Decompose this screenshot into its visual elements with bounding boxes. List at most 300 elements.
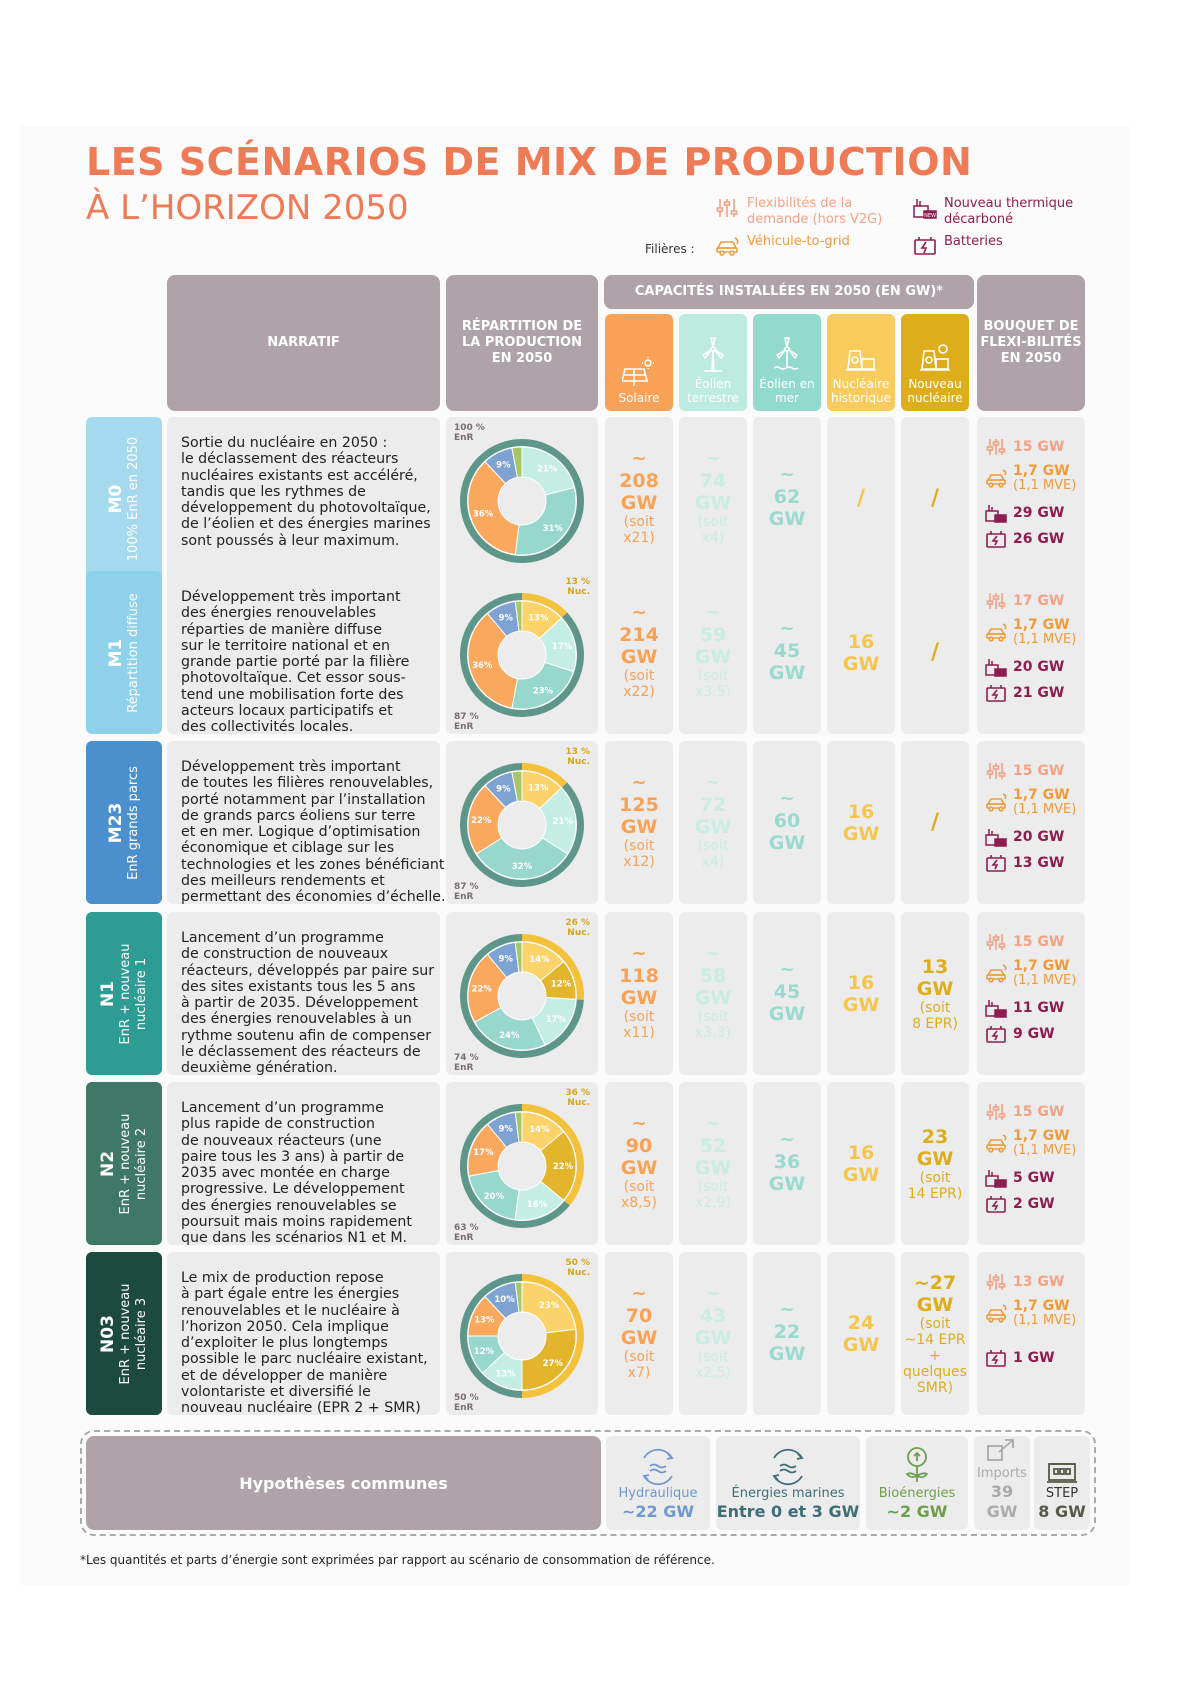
capacity-approx: ~ (705, 447, 721, 469)
flex-value-sub: (1,1 MVE) (1013, 478, 1077, 493)
capacity-approx: ~ (705, 771, 721, 793)
flexibility-bouquet-m1 (977, 571, 1085, 734)
scenario-narrative-m1: Développement très important des énergies renouvelables réparties de manière diffuse sur le territoire national et en grande partie porté par la filière photovoltaïque. Cet essor sous- tend une mobilisation forte des acteurs locaux participatifs et des collectivités locales. (167, 571, 440, 734)
flex-value (1013, 1104, 1064, 1120)
capacity-unit: GW (620, 491, 658, 514)
capacity-nucleaire-hist-n2 (827, 1082, 895, 1245)
flexibility-bouquet-n03 (977, 1252, 1085, 1415)
scenario-code: M1 (106, 638, 126, 667)
flex-value-main: 26 GW (1013, 531, 1065, 547)
capacity-value: 45 (773, 639, 801, 662)
capacity-ratio: (soit x3,5) (694, 667, 731, 700)
capacity-value: 24 (847, 1311, 875, 1334)
capacity-value: 36 (773, 1150, 801, 1173)
capacity-eolien-terrestre-n2 (679, 1082, 747, 1245)
capacity-nucleaire-hist-n03 (827, 1252, 895, 1415)
capacity-eolien-terrestre-m1 (679, 571, 747, 734)
capacity-ratio: (soit x8,5) (620, 1178, 657, 1211)
flex-value-main: 13 GW (1013, 1274, 1065, 1290)
capacity-unit: GW (694, 645, 732, 668)
scenario-name: 100% EnR en 2050 (126, 436, 141, 561)
capacity-solaire-m0 (605, 417, 673, 580)
capacity-ratio: (soit x3,3) (694, 1008, 731, 1041)
capacity-approx: ~ (705, 1282, 721, 1304)
scenario-name: EnR + nouveau nucléaire 1 (118, 943, 149, 1044)
scenario-code: M23 (106, 802, 126, 843)
capacity-nucleaire-hist-m0 (827, 417, 895, 580)
capacity-value: 118 (619, 964, 659, 987)
battery-icon (985, 1194, 1007, 1214)
wind-turbine-icon (696, 337, 730, 373)
scenario-code: N03 (98, 1314, 118, 1353)
solar-panel-icon (622, 357, 656, 387)
capacity-unit: GW (768, 1172, 806, 1195)
donut-slice-label: 9% (498, 954, 513, 965)
capacity-value: 62 (773, 485, 801, 508)
nuclear-share-label: 13 % Nuc. (565, 577, 590, 597)
scenario-label-n03 (86, 1252, 162, 1415)
flex-demande (985, 761, 1064, 781)
capacity-approx: ~ (779, 1128, 795, 1150)
legend-flexibility-text: Flexibilités de la demande (hors V2G) (747, 196, 883, 227)
capacity-eolien-terrestre-m0 (679, 417, 747, 580)
capacity-approx: ~ (631, 447, 647, 469)
donut-slice-label: 23% (532, 686, 554, 697)
capacity-value: 70 (625, 1304, 653, 1327)
header-repartition: RÉPARTITION DE LA PRODUCTION EN 2050 (446, 275, 598, 411)
column-header-solaire (605, 314, 673, 411)
flex-v2g (985, 617, 1076, 646)
footnote: *Les quantités et parts d’énergie sont exprimées par rapport au scénario de consommation de référence. (80, 1553, 715, 1567)
capacity-approx: ~ (705, 1112, 721, 1134)
capacity-unit: GW (694, 1156, 732, 1179)
svg-text:NEW: NEW (924, 213, 936, 219)
capacity-unit: GW (694, 986, 732, 1009)
capacity-value: 72 (699, 793, 727, 816)
flex-value (1013, 463, 1076, 492)
capacity-none: / (930, 486, 940, 511)
capacity-eolien-mer-n1 (753, 912, 821, 1075)
donut-slice-label: 22% (471, 984, 492, 995)
donut-slice-label: 9% (498, 1124, 513, 1135)
capacity-approx: ~27 (913, 1271, 957, 1294)
donut-slice-label: 22% (552, 1161, 574, 1172)
flexibility-bouquet-n1 (977, 912, 1085, 1075)
flexibility-icon (985, 932, 1007, 952)
hypothesis-hydraulique-name: Hydraulique (618, 1486, 698, 1501)
header-narratif: NARRATIF (167, 275, 440, 411)
scenario-label-text (98, 1113, 150, 1214)
hypothesis-energies-marines-name: Énergies marines (731, 1486, 845, 1501)
donut-slice-label: 9% (496, 784, 511, 795)
flex-value (1013, 1170, 1055, 1186)
legend-v2g (715, 234, 900, 258)
flex-value (1013, 1026, 1055, 1042)
scenario-code: M0 (106, 484, 126, 513)
flex-value-sub: (1,1 MVE) (1013, 1143, 1077, 1158)
flex-value-main: 1,7 GW (1013, 958, 1070, 974)
capacity-unit: GW (768, 507, 806, 530)
flex-value (1013, 593, 1064, 609)
capacity-value: 16 (847, 800, 875, 823)
legend-new-thermal-text: Nouveau thermique décarboné (944, 196, 1074, 227)
capacity-value: 16 (847, 971, 875, 994)
capacity-solaire-n2 (605, 1082, 673, 1245)
capacity-approx: ~ (631, 601, 647, 623)
enr-share-label: 100 % EnR (454, 423, 485, 443)
vehicle-to-grid-icon (985, 1133, 1007, 1153)
flexibility-icon (985, 761, 1007, 781)
capacity-none: / (930, 810, 940, 835)
flex-thermique (985, 657, 1064, 677)
hypothesis-energies-marines-value: Entre 0 et 3 GW (716, 1502, 860, 1521)
donut-slice-label: 9% (498, 613, 513, 624)
flex-demande (985, 437, 1064, 457)
capacity-nouveau-nucleaire-m23 (901, 741, 969, 904)
header-capacites: CAPACITÉS INSTALLÉES EN 2050 (EN GW)* (604, 275, 974, 309)
hypothesis-hydraulique-value: ~22 GW (621, 1502, 695, 1521)
flexibility-icon (985, 591, 1007, 611)
capacity-value: 45 (773, 980, 801, 1003)
flex-value-main: 15 GW (1013, 763, 1065, 779)
capacity-ratio: (soit x21) (623, 513, 655, 546)
flex-value-main: 15 GW (1013, 1104, 1065, 1120)
capacity-value: 16 (847, 1141, 875, 1164)
scenario-narrative-m23: Développement très important de toutes les filières renouvelables, porté notamment par l’installation de grands parcs éoliens sur terre et en mer. Logique d’optimisation économique et ciblage sur les technologies et les zones bénéficiant des meilleurs rendements et permettant des économies d’échelle. (167, 741, 440, 904)
capacity-unit: GW (694, 1326, 732, 1349)
flexibility-bouquet-m23 (977, 741, 1085, 904)
capacity-unit: GW (620, 645, 658, 668)
flex-value (1013, 1298, 1076, 1327)
capacity-nouveau-nucleaire-n2 (901, 1082, 969, 1245)
donut-slice-label: 10% (494, 1294, 515, 1305)
new-thermal-icon (985, 657, 1007, 677)
capacity-nouveau-nucleaire-n1 (901, 912, 969, 1075)
donut-slice-label: 17% (473, 1148, 494, 1159)
flexibility-icon (985, 1272, 1007, 1292)
donut-slice-label: 14% (529, 1124, 550, 1135)
capacity-none: / (856, 486, 866, 511)
flex-value (1013, 829, 1064, 845)
legend-battery-text: Batteries (944, 234, 1003, 249)
capacity-approx: ~ (705, 942, 721, 964)
capacity-value: 60 (773, 809, 801, 832)
vehicle-to-grid-icon (715, 234, 741, 258)
flex-batteries (985, 1348, 1055, 1368)
capacity-value: 125 (619, 793, 659, 816)
capacity-value: 13 (921, 955, 949, 978)
scenario-label-m1 (86, 571, 162, 734)
donut-slice-label: 13% (528, 783, 549, 794)
capacity-approx: ~ (631, 771, 647, 793)
scenario-name: Répartition diffuse (126, 592, 141, 713)
flex-demande (985, 932, 1064, 952)
capacity-value: 214 (619, 623, 659, 646)
capacity-unit: GW (916, 1293, 954, 1316)
capacity-unit: GW (620, 986, 658, 1009)
flex-thermique (985, 1168, 1055, 1188)
donut-slice-label: 21% (536, 464, 558, 475)
capacity-approx: ~ (779, 787, 795, 809)
capacity-value: 43 (699, 1304, 727, 1327)
capacity-unit: GW (694, 815, 732, 838)
flexibility-icon (715, 196, 741, 220)
production-donut-cell-m23 (446, 741, 598, 904)
flex-value (1013, 855, 1064, 871)
flex-v2g (985, 463, 1076, 492)
capacity-approx: ~ (631, 1282, 647, 1304)
donut-slice-label: 14% (529, 954, 550, 965)
capacity-value: 59 (699, 623, 727, 646)
hydraulic-icon (636, 1448, 680, 1486)
scenario-code: N1 (98, 980, 118, 1007)
hypothesis-step-name: STEP (1045, 1486, 1079, 1501)
marine-energy-icon (766, 1448, 810, 1486)
capacity-unit: GW (768, 1002, 806, 1025)
capacity-value: 16 (847, 630, 875, 653)
flex-value (1013, 934, 1064, 950)
capacity-unit: GW (916, 977, 954, 1000)
capacity-eolien-mer-m23 (753, 741, 821, 904)
capacity-ratio: (soit x2,5) (694, 1348, 731, 1381)
donut-slice-label: 21% (552, 817, 573, 828)
flex-value-main: 1,7 GW (1013, 617, 1070, 633)
capacity-eolien-terrestre-n1 (679, 912, 747, 1075)
scenario-label-m23 (86, 741, 162, 904)
capacity-value: 74 (699, 469, 727, 492)
flex-value (1013, 763, 1064, 779)
scenario-label-text (98, 1283, 150, 1384)
capacity-approx: ~ (631, 942, 647, 964)
flex-batteries (985, 529, 1064, 549)
vehicle-to-grid-icon (985, 792, 1007, 812)
donut-slice-eolien-en-mer (515, 488, 576, 555)
donut-slice-label: 17% (551, 642, 573, 653)
hypothesis-bioenergies (866, 1436, 968, 1530)
flex-value (1013, 439, 1064, 455)
capacity-solaire-n03 (605, 1252, 673, 1415)
capacity-unit: GW (916, 1147, 954, 1170)
flex-value-main: 1 GW (1013, 1350, 1055, 1366)
donut-slice-label: 13% (474, 1315, 495, 1326)
flex-value (1013, 787, 1076, 816)
enr-share-label: 87 % EnR (454, 712, 479, 732)
capacity-unit: GW (842, 993, 880, 1016)
enr-share-label: 74 % EnR (454, 1053, 479, 1073)
capacity-unit: GW (842, 822, 880, 845)
scenario-code: N2 (98, 1150, 118, 1177)
hypothesis-imports (974, 1436, 1030, 1530)
production-donut-cell-n03 (446, 1252, 598, 1415)
flex-value-main: 5 GW (1013, 1170, 1055, 1186)
battery-icon (985, 529, 1007, 549)
enr-share-label: 87 % EnR (454, 882, 479, 902)
donut-slice-label: 24% (499, 1030, 520, 1041)
column-header-nucleaire-historique (827, 314, 895, 411)
flex-value (1013, 958, 1076, 987)
scenario-narrative-n2: Lancement d’un programme plus rapide de construction de nouveaux réacteurs (une paire tous les 3 ans) à partir de 2035 avec montée en charge progressive. Le développement des énergies renouvelables se poursuit mais moins rapidement que dans les scénarios N1 et M. (167, 1082, 440, 1245)
donut-slice-label: 12% (473, 1347, 495, 1358)
scenario-narrative-n1: Lancement d’un programme de construction de nouveaux réacteurs, développés par paire sur des sites existants tous les 5 ans à partir de 2035. Développement des énergies renouvelables à un rythme soutenu afin de compenser le déclassement des réacteurs de deuxième génération. (167, 912, 440, 1075)
flex-value-sub: (1,1 MVE) (1013, 1313, 1077, 1328)
capacity-ratio: (soit ~14 EPR + quelques SMR) (903, 1315, 967, 1396)
column-header-eolien-terrestre (679, 314, 747, 411)
legend-label: Filières : (645, 242, 695, 256)
legend-flexibility (715, 196, 900, 228)
flex-demande (985, 1102, 1064, 1122)
capacity-unit: GW (842, 652, 880, 675)
flex-v2g (985, 787, 1076, 816)
flexibility-bouquet-m0 (977, 417, 1085, 580)
new-nuclear-icon (918, 343, 952, 373)
donut-slice-label: 13% (528, 613, 549, 624)
flex-value (1013, 1128, 1076, 1157)
flex-value-main: 21 GW (1013, 685, 1065, 701)
page-subtitle: À L’HORIZON 2050 (86, 188, 409, 228)
column-header-eolien-mer (753, 314, 821, 411)
capacity-nouveau-nucleaire-m0 (901, 417, 969, 580)
flex-value-main: 1,7 GW (1013, 787, 1070, 803)
capacity-solaire-n1 (605, 912, 673, 1075)
column-header-nouveau-nucleaire (901, 314, 969, 411)
flex-thermique (985, 998, 1064, 1018)
flex-demande (985, 1272, 1064, 1292)
flex-value (1013, 1274, 1064, 1290)
scenario-label-text (98, 943, 150, 1044)
common-hypotheses-title: Hypothèses communes (86, 1436, 601, 1530)
nuclear-share-label: 36 % Nuc. (565, 1088, 590, 1108)
flexibility-icon (985, 1102, 1007, 1122)
scenario-name: EnR + nouveau nucléaire 2 (118, 1113, 149, 1214)
vehicle-to-grid-icon (985, 622, 1007, 642)
scenario-narrative-m0: Sortie du nucléaire en 2050 : le déclassement des réacteurs nucléaires existants est accéléré, tandis que les rythmes de développement du photovoltaïque, de l’éolien et des énergies marines sont poussés à leur maximum. (167, 417, 440, 580)
vehicle-to-grid-icon (985, 963, 1007, 983)
flex-value-main: 17 GW (1013, 593, 1065, 609)
capacity-eolien-terrestre-n03 (679, 1252, 747, 1415)
flexibility-icon (985, 437, 1007, 457)
flex-value-main: 29 GW (1013, 505, 1065, 521)
capacity-ratio: (soit x2,9) (694, 1178, 731, 1211)
flex-value-main: 9 GW (1013, 1026, 1055, 1042)
offshore-wind-icon (770, 337, 804, 373)
flex-thermique (985, 503, 1064, 523)
scenario-label-text (106, 436, 142, 560)
flex-v2g (985, 1128, 1076, 1157)
capacity-unit: GW (694, 491, 732, 514)
new-thermal-icon (985, 503, 1007, 523)
battery-icon (912, 234, 938, 258)
capacity-ratio: (soit x4) (697, 513, 729, 546)
capacity-eolien-mer-n2 (753, 1082, 821, 1245)
nuclear-share-label: 13 % Nuc. (565, 747, 590, 767)
capacity-value: 52 (699, 1134, 727, 1157)
capacity-none: / (930, 640, 940, 665)
capacity-value: 22 (773, 1320, 801, 1343)
donut-slice-label: 13% (495, 1369, 516, 1380)
capacity-ratio: (soit x22) (623, 667, 655, 700)
hypothesis-step (1034, 1436, 1090, 1530)
scenario-label-m0 (86, 417, 162, 580)
capacity-nucleaire-hist-m1 (827, 571, 895, 734)
capacity-unit: GW (768, 1342, 806, 1365)
capacity-approx: ~ (779, 463, 795, 485)
capacity-unit: GW (842, 1333, 880, 1356)
capacity-approx: ~ (779, 617, 795, 639)
capacity-value: 58 (699, 964, 727, 987)
flexibility-bouquet-n2 (977, 1082, 1085, 1245)
donut-slice-label: 32% (511, 862, 533, 872)
hypothesis-bioenergies-value: ~2 GW (886, 1502, 948, 1521)
donut-slice-label: 27% (542, 1359, 563, 1370)
flex-value-main: 13 GW (1013, 855, 1065, 871)
flex-value (1013, 505, 1064, 521)
capacity-ratio: (soit x11) (623, 1008, 655, 1041)
capacity-solaire-m23 (605, 741, 673, 904)
flex-value-sub: (1,1 MVE) (1013, 802, 1077, 817)
battery-icon (985, 853, 1007, 873)
enr-share-label: 50 % EnR (454, 1393, 479, 1413)
flex-value (1013, 617, 1076, 646)
flex-value (1013, 1000, 1064, 1016)
flex-value (1013, 1196, 1055, 1212)
capacity-nucleaire-hist-m23 (827, 741, 895, 904)
capacity-eolien-mer-m1 (753, 571, 821, 734)
flex-batteries (985, 683, 1064, 703)
flex-batteries (985, 1194, 1055, 1214)
page-title: LES SCÉNARIOS DE MIX DE PRODUCTION (86, 140, 973, 184)
legend-battery (912, 234, 1102, 258)
hypothesis-bioenergies-name: Bioénergies (878, 1486, 956, 1501)
scenario-name: EnR + nouveau nucléaire 3 (118, 1283, 149, 1384)
capacity-eolien-mer-m0 (753, 417, 821, 580)
column-label-nucleaire-historique: Nucléaire historique (830, 377, 892, 405)
donut-slice-label: 12% (550, 979, 572, 990)
nuclear-plant-icon (844, 343, 878, 373)
capacity-unit: GW (768, 661, 806, 684)
flex-value-main: 15 GW (1013, 934, 1065, 950)
flex-v2g (985, 1298, 1076, 1327)
capacity-solaire-m1 (605, 571, 673, 734)
hypothesis-energies-marines (716, 1436, 860, 1530)
capacity-value: 208 (619, 469, 659, 492)
capacity-value: 23 (921, 1125, 949, 1148)
scenario-label-n1 (86, 912, 162, 1075)
flex-value-main: 15 GW (1013, 439, 1065, 455)
vehicle-to-grid-icon (985, 468, 1007, 488)
donut-slice-label: 9% (496, 460, 511, 471)
scenario-label-n2 (86, 1082, 162, 1245)
hypothesis-step-value: 8 GW (1038, 1502, 1086, 1521)
capacity-ratio: (soit x7) (623, 1348, 655, 1381)
step-icon (1045, 1456, 1079, 1486)
battery-icon (985, 1348, 1007, 1368)
column-label-eolien-mer: Éolien en mer (759, 377, 815, 405)
donut-slice-label: 31% (542, 524, 563, 535)
scenario-name: EnR grands parcs (126, 765, 141, 880)
battery-icon (985, 1024, 1007, 1044)
capacity-ratio: (soit 14 EPR) (907, 1169, 963, 1202)
flex-value (1013, 685, 1064, 701)
capacity-unit: GW (842, 1163, 880, 1186)
new-thermal-icon (985, 827, 1007, 847)
production-donut-cell-m0 (446, 417, 598, 580)
donut-slice-label: 16% (526, 1200, 548, 1211)
capacity-ratio: (soit x12) (623, 837, 655, 870)
donut-slice-label: 17% (545, 1015, 567, 1026)
flex-value-sub: (1,1 MVE) (1013, 973, 1077, 988)
capacity-approx: ~ (631, 1112, 647, 1134)
flex-batteries (985, 853, 1064, 873)
